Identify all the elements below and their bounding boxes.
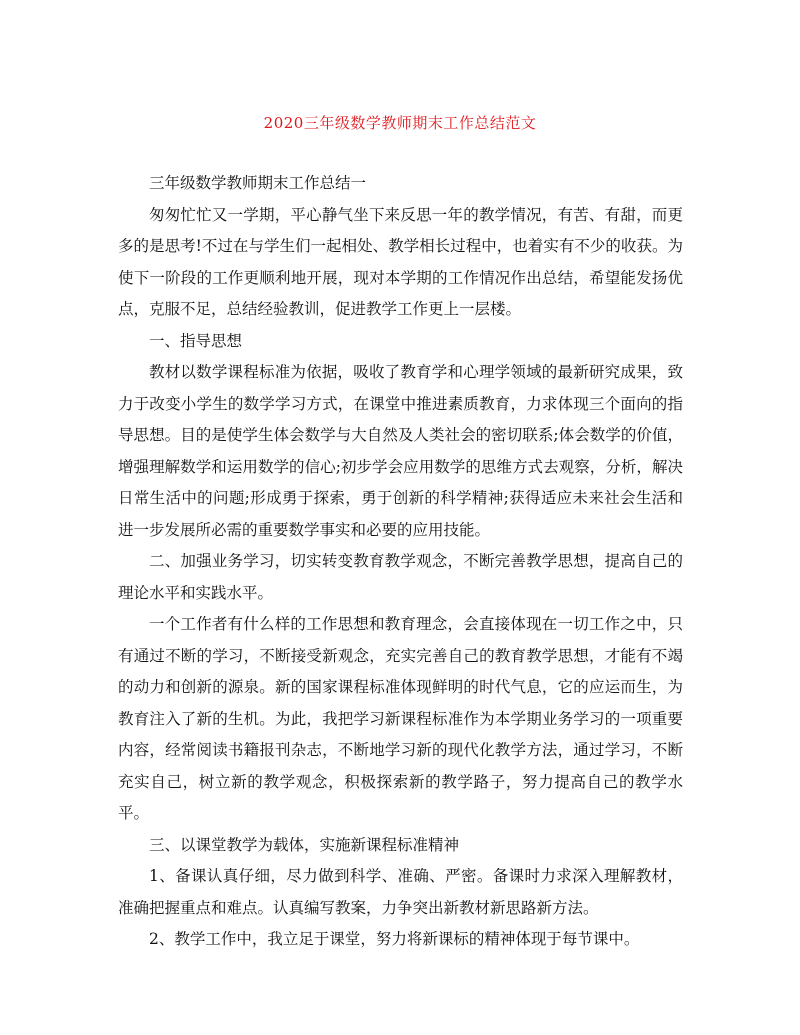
paragraph-item-1: 1、备课认真仔细，尽力做到科学、准确、严密。备课时力求深入理解教材，准确把握重点和难点。认真编写教案，力争突出新教材新思路新方法。 xyxy=(118,867,683,917)
paragraph-subtitle: 三年级数学教师期末工作总结一 xyxy=(149,174,367,192)
paragraph-intro: 匆匆忙忙又一学期，平心静气坐下来反思一年的教学情况，有苦、有甜，而更多的是思考!不过在与学生们一起相处、教学相长过程中，也着实有不少的收获。为使下一阶段的工作更顺利地开展，现对本学期的工作情况作出总结，希望能发扬优点，克服不足，总结经验教训，促进教学工作更上一层楼。 xyxy=(118,205,683,318)
paragraph-guiding-thought: 教材以数学课程标准为依据，吸收了教育学和心理学领域的最新研究成果，致力于改变小学生的数学学习方式，在课堂中推进素质教育，力求体现三个面向的指导思想。目的是使学生体会数学与大自然及人类社会的密切联系;体会数学的价值，增强理解数学和运用数学的信心;初步学会应用数学的思维方式去观察，分析，解决日常生活中的问题;形成勇于探索，勇于创新的科学精神;获得适应未来社会生活和进一步发展所必需的重要数学事实和必要的应用技能。 xyxy=(118,363,683,539)
section-heading-3: 三、以课堂教学为载体，实施新课程标准精神 xyxy=(149,835,460,854)
document-body xyxy=(118,168,683,956)
paragraph-item-2: 2、教学工作中，我立足于课堂，努力将新课标的精神体现于每节课中。 xyxy=(149,930,640,948)
section-heading-2: 二、加强业务学习，切实转变教育教学观念，不断完善教学思想，提高自己的理论水平和实践水平。 xyxy=(118,552,683,602)
document-title: 2020三年级数学教师期末工作总结范文 xyxy=(263,114,537,132)
paragraph-learning: 一个工作者有什么样的工作思想和教育理念，会直接体现在一切工作之中，只有通过不断的学习，不断接受新观念，充实完善自己的教育教学思想，才能有不竭的动力和创新的源泉。新的国家课程标准体现鲜明的时代气息，它的应运而生，为教育注入了新的生机。为此，我把学习新课程标准作为本学期业务学习的一项重要内容，经常阅读书籍报刊杂志，不断地学习新的现代化教学方法，通过学习，不断充实自己，树立新的教学观念，积极探索新的教学路子，努力提高自己的教学水平。 xyxy=(118,615,683,822)
section-heading-1: 一、指导思想 xyxy=(149,331,243,350)
